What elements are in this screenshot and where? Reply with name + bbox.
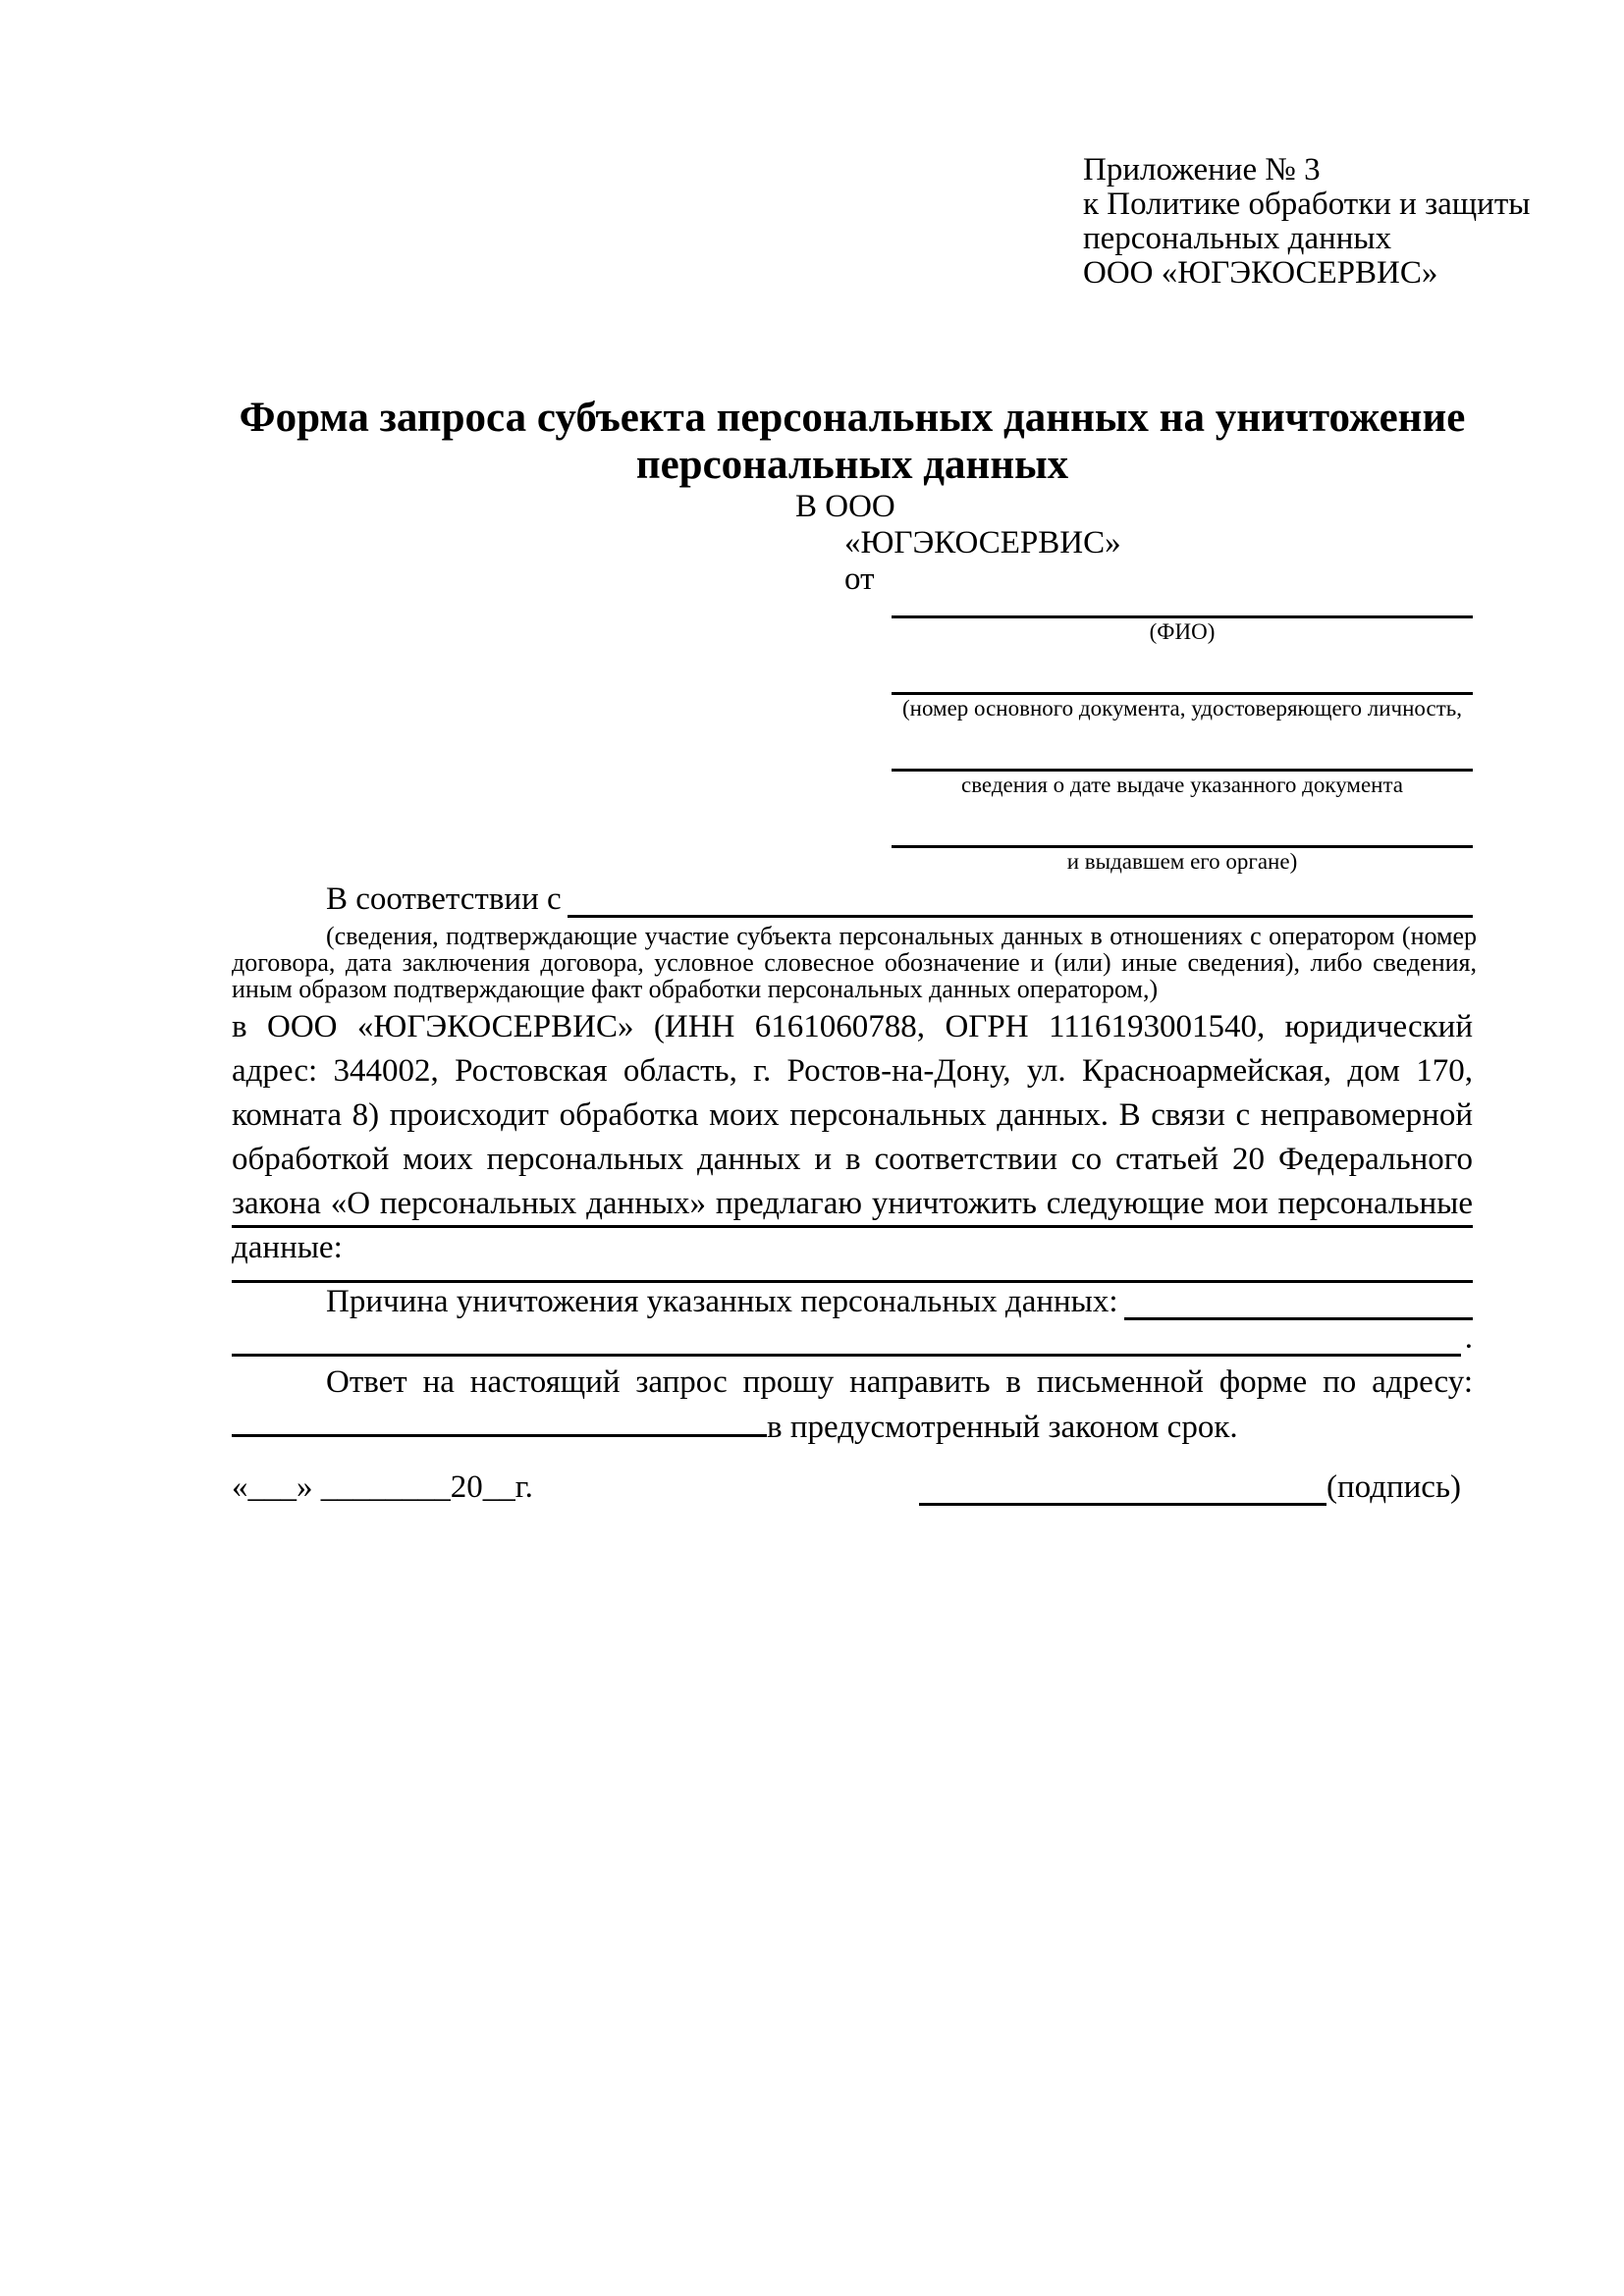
address-blank-line: [232, 1405, 767, 1437]
reason-continuation-blank: [232, 1346, 1461, 1357]
blank-write-line-2: [232, 1228, 1473, 1283]
accordance-line: [232, 881, 1473, 918]
date-template: «___» ________20__г.: [232, 1469, 533, 1505]
accordance-label: В соответствии с: [326, 881, 562, 917]
blank-write-line-1: [232, 1190, 1473, 1228]
appendix-line: Приложение № 3: [1083, 152, 1321, 187]
signature-caption: (подпись): [1326, 1469, 1461, 1505]
appendix-line: ООО «ЮГЭКОСЕРВИС»: [1083, 255, 1438, 291]
identity-fields: [892, 571, 1473, 878]
answer-paragraph: [232, 1361, 1473, 1450]
issuing-authority-blank-line: [892, 801, 1473, 848]
appendix-line: к Политике обработки и защиты: [1083, 187, 1531, 222]
answer-request-text: Ответ на настоящий запрос прошу направить в письменной форме по адресу:: [326, 1364, 1473, 1400]
main-paragraph: в ООО «ЮГЭКОСЕРВИС» (ИНН 6161060788, ОГРН 1116193001540, юридический адрес: 344002, Ростовская область, г. Ростов-на-Дону, ул. Красноармейская, дом 170, комната 8) происходит обработка моих персональных данных. В связи с неправомерной обработкой моих персональных данных и в соответствии со статьей 20 Федерального закона «О персональных данных» предлагаю уничтожить следующие мои персональные данные:: [232, 1009, 1473, 1265]
answer-suffix-text: в предусмотренный законом срок.: [767, 1410, 1238, 1445]
issue-date-blank-line: [892, 724, 1473, 772]
addressee-from-label: от: [844, 561, 875, 597]
fio-blank-line: [892, 571, 1473, 618]
page-title: Форма запроса субъекта персональных данных на уничтожение персональных данных: [239, 395, 1466, 488]
accordance-footnote: (сведения, подтверждающие участие субъекта персональных данных в отношениях с оператором (номер договора, дата заключения договора, условное словесное обозначение и (или) иные сведения), либо сведения, иным образом подтверждающие факт обработки персональных данных оператором,): [232, 922, 1477, 1003]
reason-continuation-line: [232, 1317, 1473, 1357]
appendix-line: персональных данных: [1083, 221, 1392, 256]
reason-line: [232, 1284, 1473, 1320]
reason-label: Причина уничтожения указанных персональных данных:: [326, 1284, 1118, 1319]
addressee-company-line: В ООО: [795, 489, 895, 524]
addressee-org-name: «ЮГЭКОСЕРВИС»: [844, 525, 1121, 561]
document-number-blank-line: [892, 648, 1473, 695]
reason-period: .: [1464, 1320, 1473, 1356]
footer-row: [232, 1469, 1461, 1506]
document-number-caption: (номер основного документа, удостоверяющего личность,: [901, 696, 1462, 721]
fio-caption: (ФИО): [1149, 619, 1216, 644]
issuing-authority-caption: и выдавшем его органе): [1066, 849, 1298, 874]
accordance-blank-line: [568, 907, 1473, 918]
issue-date-caption: сведения о дате выдаче указанного документа: [960, 773, 1404, 797]
appendix-note: [1083, 153, 1530, 291]
signature-blank-line: [919, 1495, 1326, 1506]
signature-area: [919, 1469, 1461, 1506]
